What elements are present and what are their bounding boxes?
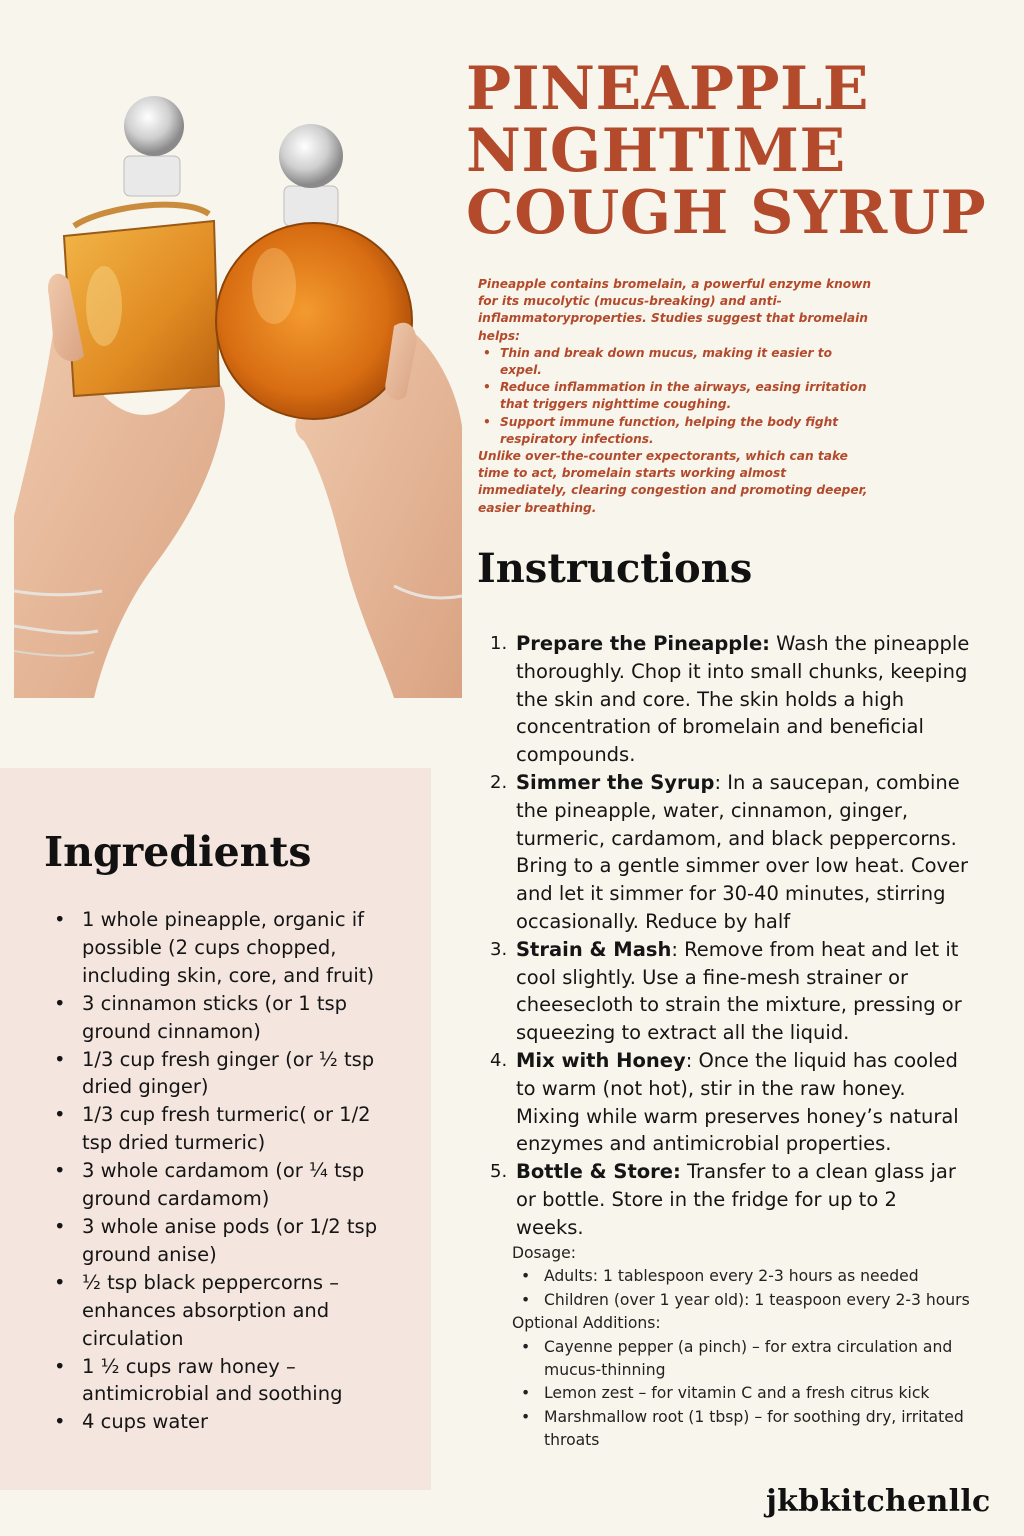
dosage-item: • Children (over 1 year old): 1 teaspoon every 2-3 hours (512, 1289, 982, 1312)
title-line: PINEAPPLE (466, 54, 869, 124)
step-text: Wash the pineapple thoroughly. Chop it into small chunks, keeping the skin and core. The skin holds a high concentration of bromelain and beneficial compounds. (516, 632, 970, 767)
brand-name: jkbkitchenllc (766, 1484, 991, 1519)
intro-bullet: • Thin and break down mucus, making it easier to expel. (478, 345, 878, 379)
intro-text (478, 276, 878, 517)
instruction-step (490, 936, 970, 1047)
ingredient-item: • 3 whole cardamom (or ¼ tsp ground cardamom) (50, 1157, 380, 1213)
intro-paragraph: Pineapple contains bromelain, a powerful enzyme known for its mucolytic (mucus-breaking) and anti-inflammatoryproperties. Studies suggest that bromelain helps: (478, 277, 872, 343)
instructions-heading: Instructions (477, 545, 753, 592)
ingredient-item: • 1 whole pineapple, organic if possible (2 cups chopped, including skin, core, and fruit) (50, 906, 380, 990)
dosage-item: • Adults: 1 tablespoon every 2-3 hours as needed (512, 1265, 982, 1288)
step-number: 2. (490, 771, 508, 793)
step-number: 5. (490, 1161, 508, 1183)
step-title: Bottle & Store: (516, 1160, 681, 1184)
dosage-section (512, 1242, 982, 1453)
optional-item: • Marshmallow root (1 tbsp) – for soothing dry, irritated throats (512, 1406, 982, 1453)
optional-label: Optional Additions: (512, 1314, 661, 1333)
instruction-step (490, 1047, 970, 1158)
step-title: Strain & Mash (516, 937, 672, 961)
intro-bullets (478, 345, 878, 448)
optional-list (512, 1336, 982, 1453)
ingredients-heading: Ingredients (44, 828, 312, 876)
dosage-list (512, 1265, 982, 1312)
ingredient-item: • 3 whole anise pods (or 1/2 tsp ground anise) (50, 1213, 380, 1269)
step-number: 4. (490, 1049, 508, 1071)
optional-item: • Lemon zest – for vitamin C and a fresh citrus kick (512, 1382, 982, 1405)
ingredient-item: • 4 cups water (50, 1408, 380, 1436)
instruction-step (490, 1158, 970, 1241)
ingredient-item: • 1/3 cup fresh ginger (or ½ tsp dried ginger) (50, 1046, 380, 1102)
step-number: 1. (490, 633, 508, 654)
intro-closing: Unlike over-the-counter expectorants, which can take time to act, bromelain starts working almost immediately, clearing congestion and promoting deeper, easier breathing. (478, 449, 868, 515)
step-text: : In a saucepan, combine the pineapple, water, cinnamon, ginger, turmeric, cardamom, and black peppercorns. Bring to a gentle simmer over low heat. Cover and let it simmer for 30-40 minutes, stirring occasionally. Reduce by half (516, 770, 969, 933)
step-title: Simmer the Syrup (516, 770, 715, 794)
step-text: Transfer to a clean glass jar or bottle. Store in the fridge for up to 2 weeks. (516, 1160, 956, 1239)
recipe-title (466, 54, 1006, 248)
step-title: Mix with Honey (516, 1048, 686, 1072)
intro-bullet: • Support immune function, helping the body fight respiratory infections. (478, 414, 878, 448)
title-line: COUGH SYRUP (466, 178, 987, 248)
intro-bullet: • Reduce inflammation in the airways, easing irritation that triggers nighttime coughing. (478, 379, 878, 413)
instruction-step (490, 630, 970, 769)
ingredients-list (50, 906, 380, 1436)
ingredient-item: • ½ tsp black peppercorns – enhances absorption and circulation (50, 1269, 380, 1353)
instruction-step (490, 769, 970, 936)
step-title: Prepare the Pineapple: (516, 632, 770, 655)
step-text: : Remove from heat and let it cool slightly. Use a fine-mesh strainer or cheesecloth to strain the mixture, pressing or squeezing to extract all the liquid. (516, 937, 962, 1045)
syrup-bottles-photo (14, 96, 462, 698)
step-text: : Once the liquid has cooled to warm (not hot), stir in the raw honey. Mixing while warm preserves honey’s natural enzymes and antimicrobial properties. (516, 1048, 959, 1156)
ingredient-item: • 1 ½ cups raw honey – antimicrobial and soothing (50, 1353, 380, 1409)
instructions-list (490, 630, 970, 1242)
step-number: 3. (490, 938, 508, 960)
ingredient-item: • 1/3 cup fresh turmeric( or 1/2 tsp dried turmeric) (50, 1101, 380, 1157)
optional-item: • Cayenne pepper (a pinch) – for extra circulation and mucus-thinning (512, 1336, 982, 1383)
dosage-label: Dosage: (512, 1244, 576, 1262)
title-line: NIGHTIME (466, 116, 846, 186)
ingredient-item: • 3 cinnamon sticks (or 1 tsp ground cinnamon) (50, 990, 380, 1046)
